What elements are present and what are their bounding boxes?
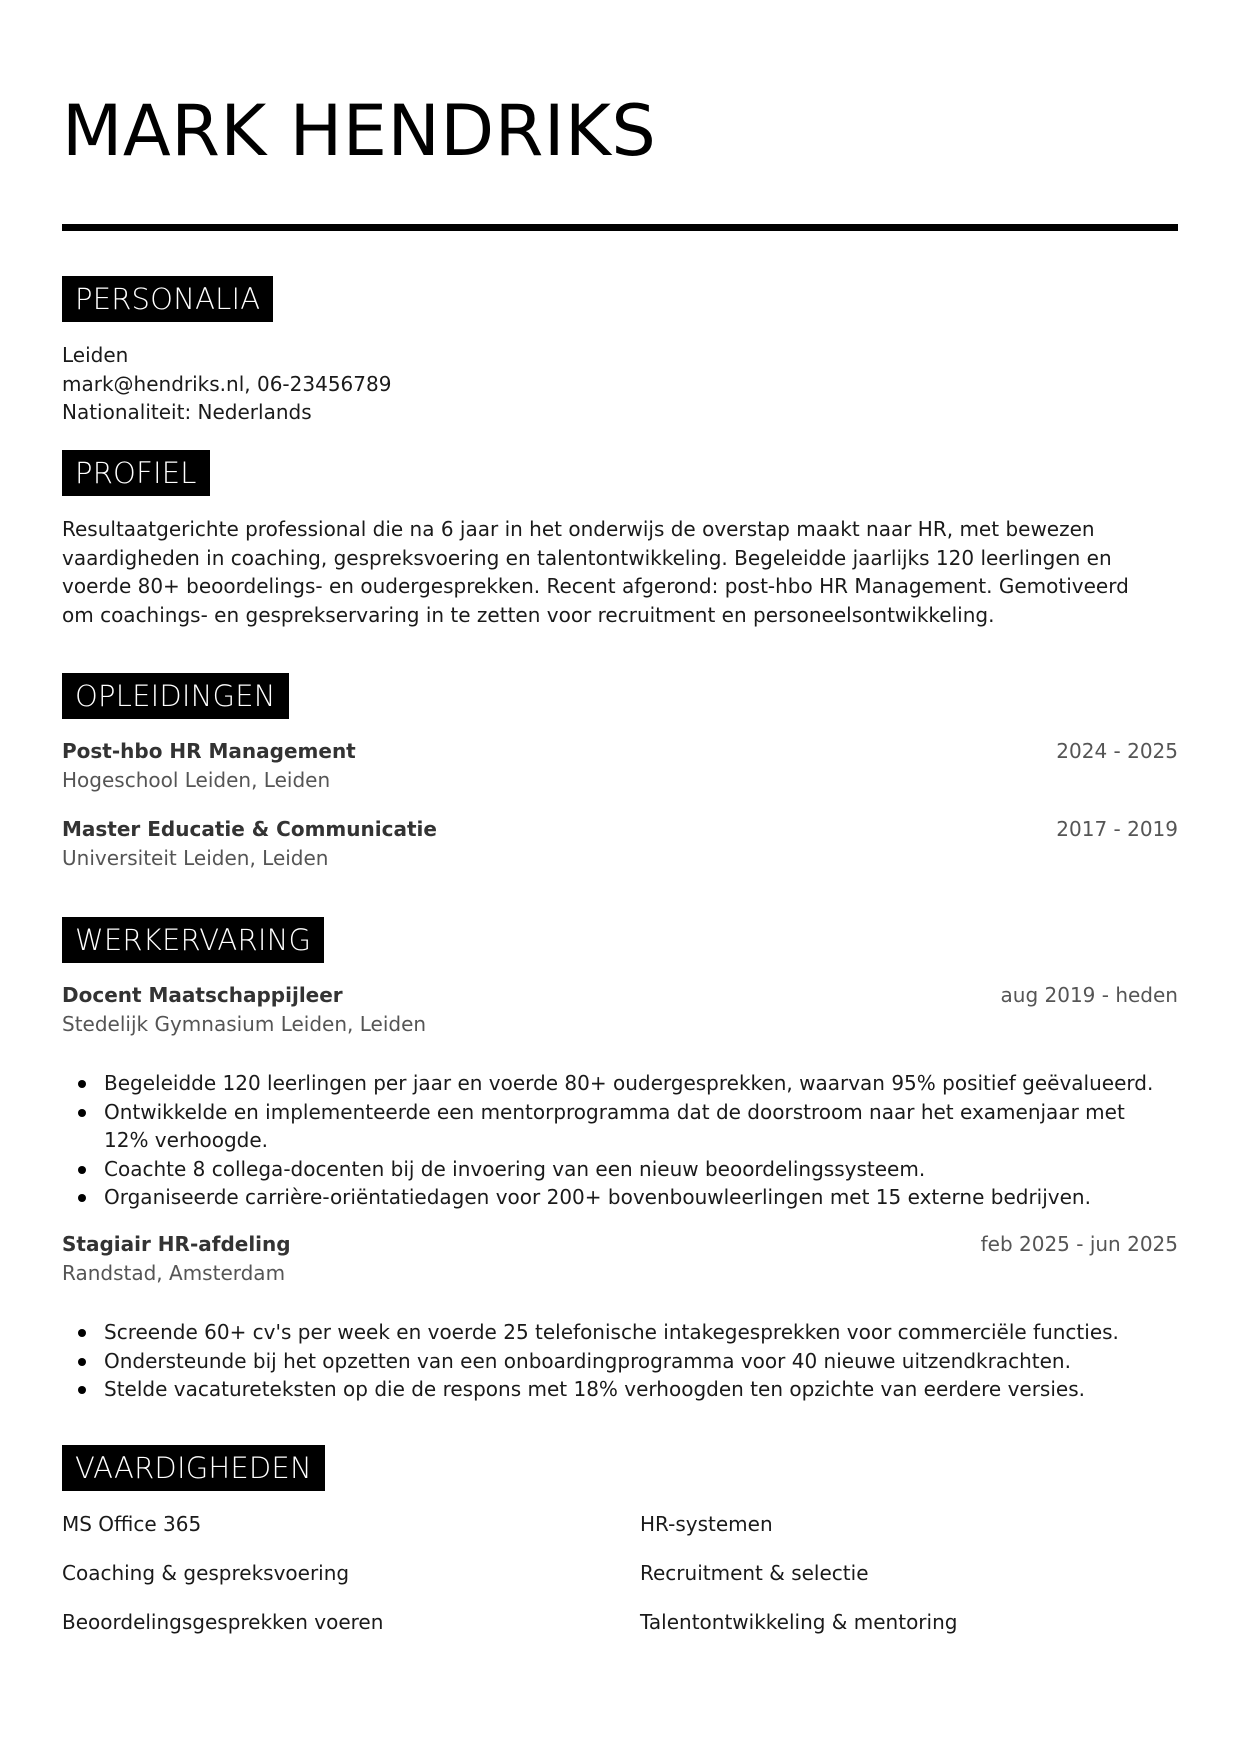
list-item-text: Ondersteunde bij het opzetten van een onboardingprogramma voor 40 nieuwe uitzendkrachten. (104, 1348, 1071, 1373)
job-period: feb 2025 - jun 2025 (980, 1232, 1178, 1256)
list-item (62, 1069, 1178, 1098)
personalia-details (62, 341, 391, 427)
job-achievements-list (62, 1069, 1178, 1212)
list-item-text: Ontwikkelde en implementeerde een mentorprogramma dat de doorstroom naar het examenjaar met (104, 1099, 1125, 1124)
skill-item: MS Office 365 (62, 1512, 202, 1536)
skill-item: HR-systemen (640, 1512, 773, 1536)
education-entry (62, 815, 1178, 873)
education-institution: Hogeschool Leiden, Leiden (62, 768, 331, 792)
education-period: 2017 - 2019 (1056, 817, 1178, 841)
list-item-text: Coachte 8 collega-docenten bij de invoering van een nieuw beoordelingssysteem. (104, 1156, 926, 1181)
header-divider (62, 224, 1178, 231)
job-title: Stagiair HR-afdeling (62, 1232, 291, 1256)
skills-grid (62, 1510, 1178, 1636)
section-heading-personalia: PERSONALIA (62, 276, 273, 322)
section-heading-vaardigheden: VAARDIGHEDEN (62, 1445, 325, 1491)
section-heading-werkervaring: WERKERVARING (62, 917, 324, 963)
job-period: aug 2019 - heden (1000, 983, 1178, 1007)
profile-line: Resultaatgerichte professional die na 6 jaar in het onderwijs de overstap maakt naar HR, met bewezen (62, 517, 1095, 541)
section-heading-opleidingen: OPLEIDINGEN (62, 673, 289, 719)
personalia-city: Leiden (62, 343, 129, 367)
bullet-icon (78, 1194, 86, 1202)
profile-summary (62, 515, 1178, 629)
job-achievements-list (62, 1318, 1178, 1404)
list-item-text: Stelde vacatureteksten op die de respons met 18% verhoogden ten opzichte van eerdere versies. (104, 1377, 1085, 1401)
skill-item: Beoordelingsgesprekken voeren (62, 1610, 384, 1634)
personalia-contact: mark@hendriks.nl, 06-23456789 (62, 371, 392, 396)
bullet-icon (78, 1386, 86, 1394)
education-institution: Universiteit Leiden, Leiden (62, 846, 329, 870)
profile-line: voerde 80+ beoordelings- en oudergesprekken. Recent afgerond: post-hbo HR Management. Gemotiveerd (62, 574, 1129, 598)
bullet-icon (78, 1080, 86, 1088)
bullet-icon (78, 1358, 86, 1366)
job-title: Docent Maatschappijleer (62, 983, 343, 1007)
list-item-text: Screende 60+ cv's per week en voerde 25 telefonische intakegesprekken voor commerciële functies. (104, 1320, 1119, 1344)
bullet-icon (78, 1109, 86, 1117)
education-entry (62, 737, 1178, 795)
list-item-text: 12% verhoogde. (104, 1128, 269, 1152)
personalia-nationality: Nationaliteit: Nederlands (62, 400, 312, 424)
candidate-name: MARK HENDRIKS (62, 90, 657, 172)
list-item (62, 1375, 1178, 1404)
list-item-text: Organiseerde carrière-oriëntatiedagen voor 200+ bovenbouwleerlingen met 15 externe bedrijven. (104, 1185, 1091, 1209)
list-item (62, 1347, 1178, 1376)
list-item (62, 1318, 1178, 1347)
list-item-text: Begeleidde 120 leerlingen per jaar en voerde 80+ oudergesprekken, waarvan 95% positief geëvalueerd. (104, 1071, 1154, 1095)
job-employer: Stedelijk Gymnasium Leiden, Leiden (62, 1012, 427, 1036)
profile-line: om coachings- en gesprekservaring in te zetten voor recruitment en personeelsontwikkeling. (62, 602, 995, 627)
job-entry (62, 981, 1178, 1039)
list-item (62, 1098, 1178, 1155)
education-title: Post-hbo HR Management (62, 739, 356, 763)
list-item (62, 1183, 1178, 1212)
bullet-icon (78, 1329, 86, 1337)
skill-item: Coaching & gespreksvoering (62, 1561, 350, 1585)
profile-line: vaardigheden in coaching, gespreksvoering en talentontwikkeling. Begeleidde jaarlijks 120 leerlingen en (62, 545, 1112, 570)
skill-item: Talentontwikkeling & mentoring (640, 1610, 958, 1634)
job-entry (62, 1230, 1178, 1288)
job-employer: Randstad, Amsterdam (62, 1261, 286, 1285)
section-heading-profiel: PROFIEL (62, 450, 210, 496)
education-period: 2024 - 2025 (1056, 739, 1178, 763)
skill-item: Recruitment & selectie (640, 1561, 869, 1585)
bullet-icon (78, 1166, 86, 1174)
education-title: Master Educatie & Communicatie (62, 817, 437, 841)
list-item (62, 1155, 1178, 1184)
